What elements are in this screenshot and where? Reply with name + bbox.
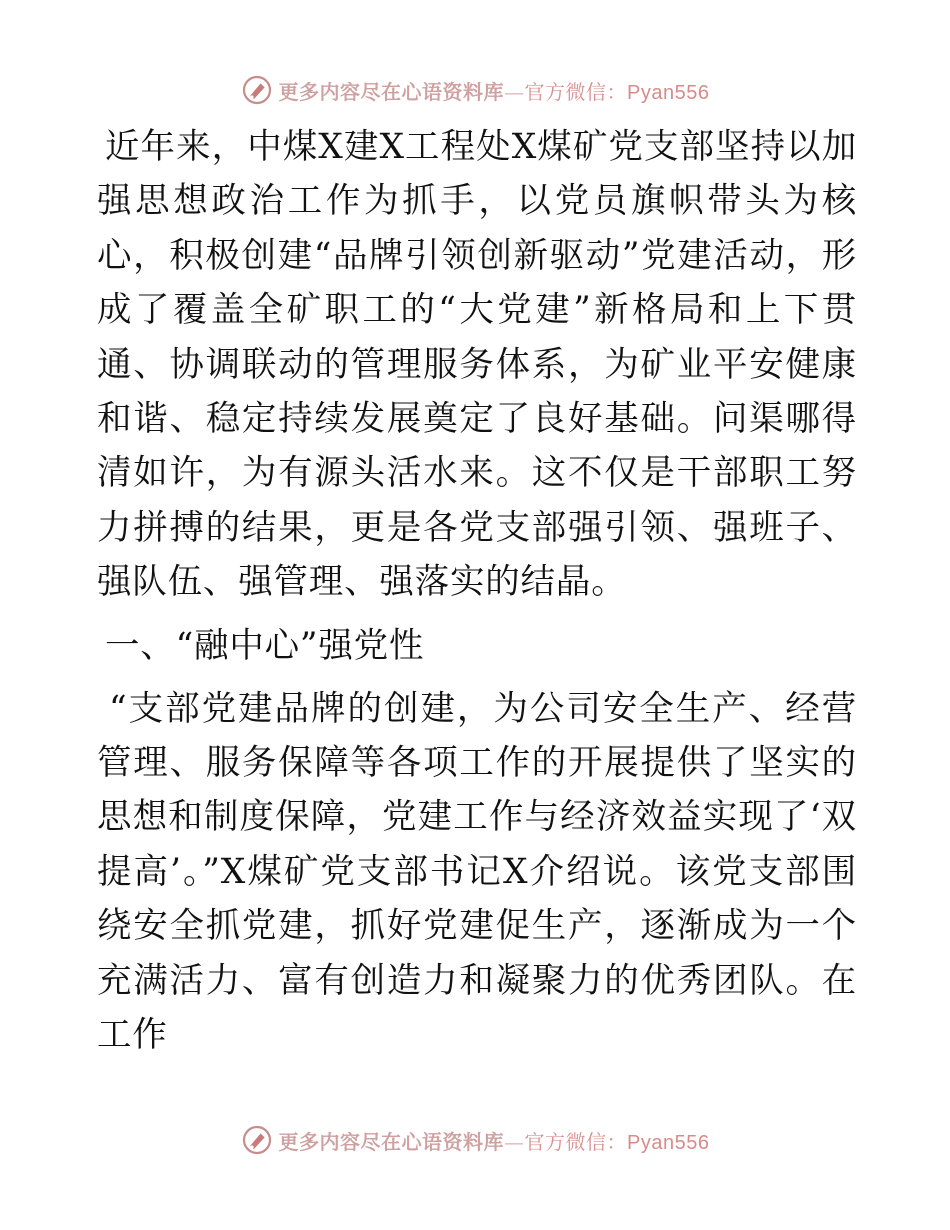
paragraph-section-1: “支部党建品牌的创建，为公司安全生产、经营管理、服务保障等各项工作的开展提供了坚实的思想和制度保障，党建工作与经济效益实现了‘双提高’。”X煤矿党支部书记X介绍说。该党支部围绕安全抓党建，抓好党建促生产，逐渐成为一个充满活力、富有创造力和凝聚力的优秀团队。在工作 [97, 688, 857, 1056]
banner-left-text: 更多内容尽在心语资料库 [278, 79, 505, 104]
banner-right-text: 官方微信： [524, 79, 628, 104]
banner-left-text: 更多内容尽在心语资料库 [278, 1129, 505, 1154]
banner-separator: — [504, 79, 525, 104]
pen-nib-logo-icon [241, 74, 273, 106]
banner-right-text: 官方微信： [524, 1129, 628, 1154]
paragraph-intro: 近年来，中煤X建X工程处X煤矿党支部坚持以加强思想政治工作为抓手，以党员旗帜带头为核心，积极创建“品牌引领创新驱动”党建活动，形成了覆盖全矿职工的“大党建”新格局和上下贯通、协调联动的管理服务体系，为矿业平安健康和谐、稳定持续发展奠定了良好基础。问渠哪得清如许，为有源头活水来。这不仅是干部职工努力拼搏的结果，更是各党支部强引领、强班子、强队伍、强管理、强落实的结晶。 [97, 127, 857, 603]
header-watermark-banner [0, 70, 950, 110]
banner-handle: Pyan556 [627, 81, 710, 104]
pen-nib-logo-icon [241, 1124, 273, 1156]
section-heading: 一、“融中心”强党性 [105, 625, 425, 666]
banner-text [279, 76, 710, 105]
banner-text [279, 1126, 710, 1155]
footer-watermark-banner [0, 1120, 950, 1160]
banner-handle: Pyan556 [627, 1131, 710, 1154]
document-body [97, 120, 857, 1063]
banner-separator: — [504, 1129, 525, 1154]
